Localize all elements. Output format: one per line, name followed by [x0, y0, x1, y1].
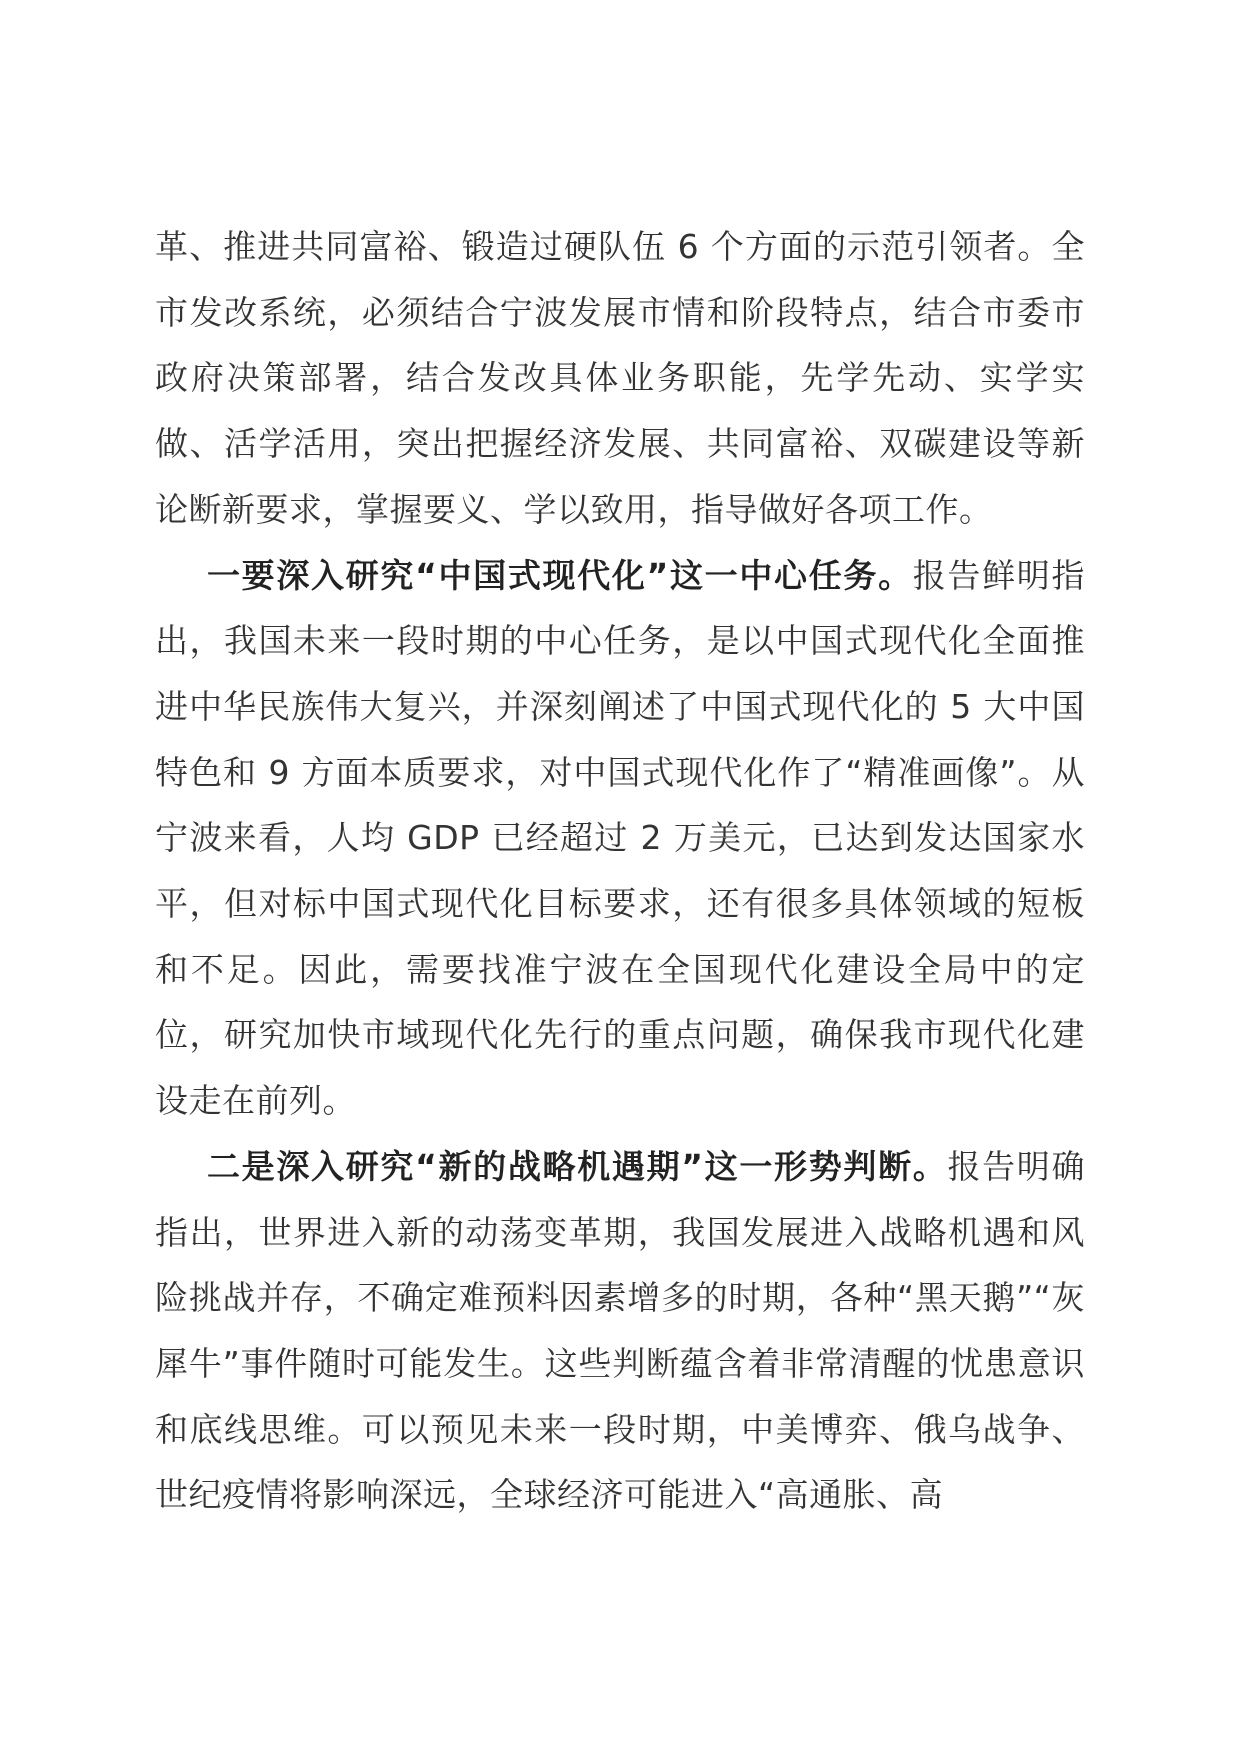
paragraph-1-text: 革、推进共同富裕、锻造过硬队伍 6 个方面的示范引领者。全市发改系统，必须结合宁波发展市情和阶段特点，结合市委市政府决策部署，结合发改具体业务职能，先学先动、实学实做、活学活用，突出把握经济发展、共同富裕、双碳建设等新论断新要求，掌握要义、学以致用，指导做好各项工作。 — [155, 227, 1085, 529]
paragraph-2-text: 报告鲜明指出，我国未来一段时期的中心任务，是以中国式现代化全面推进中华民族伟大复兴，并深刻阐述了中国式现代化的 5 大中国特色和 9 方面本质要求，对中国式现代化作了“精准画像”。从宁波来看，人均 GDP 已经超过 2 万美元，已达到发达国家水平，但对标中国式现代化目标要求，还有很多具体领域的短板和不足。因此，需要找准宁波在全国现代化建设全局中的定位，研究加快市域现代化先行的重点问题，确保我市现代化建设走在前列。 — [155, 555, 1085, 1121]
paragraph-3 — [155, 1134, 1085, 1528]
paragraph-2-heading: 一要深入研究“中国式现代化”这一中心任务。 — [207, 555, 913, 595]
paragraph-3-heading: 二是深入研究“新的战略机遇期”这一形势判断。 — [207, 1146, 948, 1186]
paragraph-3-text: 报告明确指出，世界进入新的动荡变革期，我国发展进入战略机遇和风险挑战并存，不确定难预料因素增多的时期，各种“黑天鹅”“灰犀牛”事件随时可能发生。这些判断蕴含着非常清醒的忧患意识和底线思维。可以预见未来一段时期，中美博弈、俄乌战争、世纪疫情将影响深远，全球经济可能进入“高通胀、高 — [155, 1146, 1085, 1515]
document-body — [155, 214, 1085, 1528]
paragraph-2 — [155, 543, 1085, 1134]
paragraph-1 — [155, 214, 1085, 543]
